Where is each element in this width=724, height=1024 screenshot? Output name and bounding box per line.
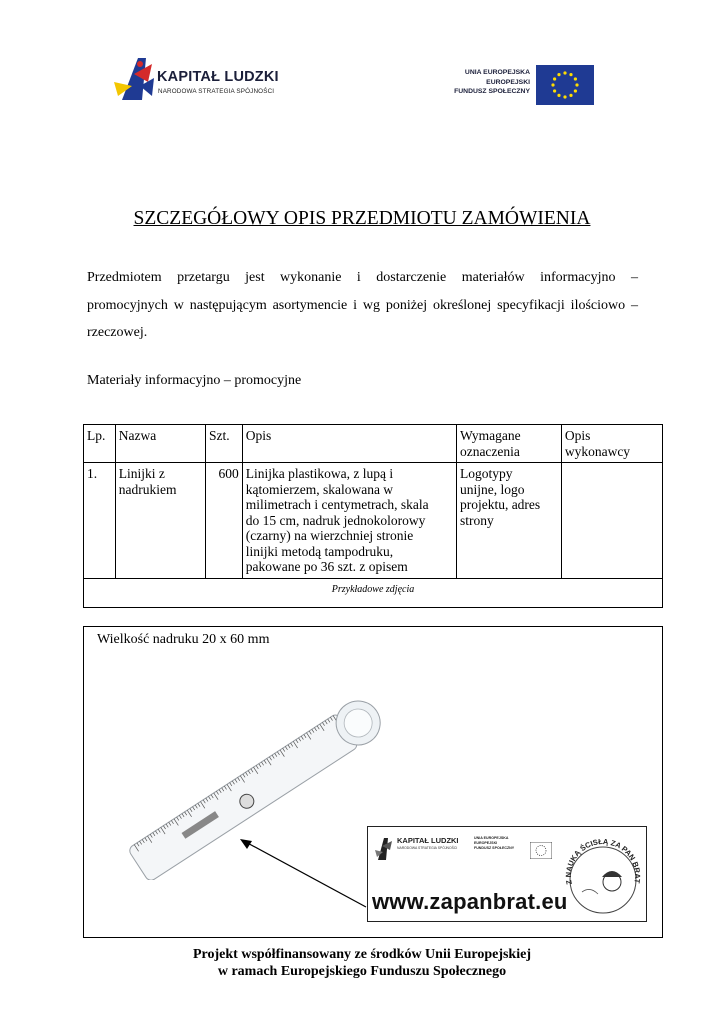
eu-star-icon [569,73,572,76]
page-title: SZCZEGÓŁOWY OPIS PRZEDMIOTU ZAMÓWIENIA [133,208,591,229]
eu-star-icon [569,94,572,97]
header-contractor [561,425,662,463]
cell-required-line2: unijne, logo [459,481,525,497]
card-kl-title: KAPITAŁ LUDZKI [397,836,459,845]
cell-desc [242,463,456,579]
cell-desc-line2: kątomierzem, skalowana w [245,481,394,497]
eu-label-line2: EUROPEJSKI [486,78,530,86]
eu-star-icon [557,94,560,97]
card-eu-line3: FUNDUSZ SPOŁECZNY [474,846,515,850]
eu-flag-icon [536,65,594,105]
cell-desc-line3: milimetrach i centymetrach, skala [245,497,429,512]
pointer-arrow [236,835,376,915]
cell-qty: 600 [206,463,243,579]
cell-required-line1: Logotypy [459,466,513,481]
cell-required-line3: projektu, adres [459,497,541,512]
table-header-row [84,425,663,463]
materials-heading: Materiały informacyjno – promocyjne [87,373,302,388]
eu-star-icon [563,95,566,98]
eu-label-line3: FUNDUSZ SPOŁECZNY [454,88,530,95]
header-contractor-line1: Opis [564,428,591,443]
specification-table [83,424,663,608]
header-name: Nazwa [115,425,205,463]
card-eu-flag-icon [530,842,552,859]
card-eu-line2: EUROPEJSKI [474,841,498,845]
eu-star-icon [557,73,560,76]
eu-star-icon [553,77,556,80]
eu-star-icon [574,77,577,80]
header-lp: Lp. [84,425,116,463]
eu-fund-label [430,68,530,97]
eu-star-icon [553,89,556,92]
kapital-ludzki-title: KAPITAŁ LUDZKI [157,69,279,85]
badge-text: Z NAUKĄ ŚCISŁĄ ZA PAN BRAT [563,836,643,886]
photos-row [84,578,663,607]
header-required-line1: Wymagane [459,428,521,443]
eu-label-line1: UNIA EUROPEJSKA [464,69,530,76]
header-contractor-line2: wykonawcy [564,443,631,459]
cell-lp: 1. [84,463,116,579]
intro-paragraph [87,264,638,347]
card-eu-label [474,836,524,851]
cell-required-line4: strony [459,512,494,528]
header-desc: Opis [242,425,456,463]
header-required [456,425,561,463]
cell-desc-line7: pakowane po 36 szt. z opisem [245,559,408,574]
footer-line1: Projekt współfinansowany ze środków Unii Europejskiej [193,947,531,962]
intro-line-3: rzeczowej. [87,325,148,340]
photos-label: Przykładowe zdjęcia [84,578,663,607]
header-required-line2: oznaczenia [459,443,520,459]
print-size-label: Wielkość nadruku 20 x 60 mm [97,632,270,647]
table-row [84,463,663,579]
eu-star-icon [563,71,566,74]
cell-desc-line4: do 15 cm, nadruk jednokolorowy [245,512,426,528]
cell-desc-line1: Linijka plastikowa, z lupą i [245,466,394,481]
promo-url: www.zapanbrat.eu [372,889,568,914]
header-qty: Szt. [206,425,243,463]
footer-line2: w ramach Europejskiego Funduszu Społecznego [217,964,507,979]
cell-name-line2: nadrukiem [118,481,177,497]
intro-line-1: Przedmiotem przetargu jest wykonanie i dostarczenie materiałów informacyjno – [87,270,638,285]
eu-star-icon [574,89,577,92]
intro-line-2: promocyjnych w następującym asortymencie i wg poniżej określonej specyfikacji ilościowo – [87,297,638,313]
card-kl-icon [374,836,394,862]
cell-desc-line5: (czarny) na wierzchniej stronie [245,528,414,543]
cell-desc-line6: linijki metodą tampodruku, [245,543,394,559]
card-kl-subtitle: NARODOWA STRATEGIA SPÓJNOŚCI [397,846,458,850]
eu-star-icon [551,83,554,86]
cell-contractor [561,463,662,579]
cell-required [456,463,561,579]
footer [0,946,724,980]
science-badge-icon [562,832,644,920]
eu-star-icon [575,83,578,86]
kapital-ludzki-subtitle: NARODOWA STRATEGIA SPÓJNOŚCI [158,88,275,95]
cell-name [115,463,205,579]
cell-name-line1: Linijki z [118,466,165,481]
card-eu-line1: UNIA EUROPEJSKA [474,836,509,840]
